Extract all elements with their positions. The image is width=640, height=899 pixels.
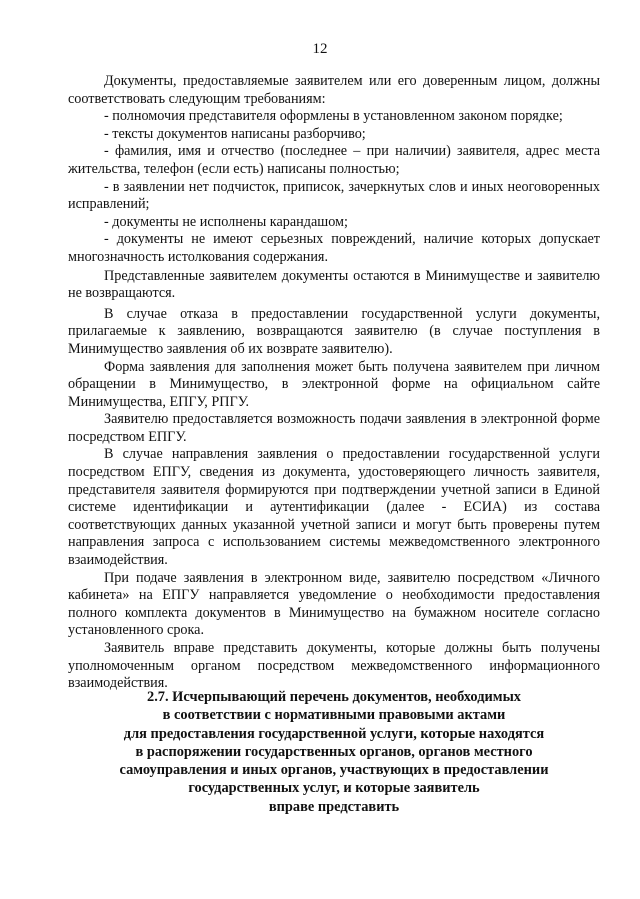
paragraph-application-form: Форма заявления для заполнения может быть получена заявителем при личном обращении в Минимущество, в электронной форме на официальном сайте Минимущества, ЕПГУ, РПГУ. bbox=[68, 358, 600, 410]
list-item-representative-authority: - полномочия представителя оформлены в установленном законом порядке; bbox=[104, 108, 563, 125]
list-item-full-name-address: - фамилия, имя и отчество (последнее – при наличии) заявителя, адрес места жительства, телефон (если есть) написаны полностью; bbox=[68, 143, 600, 177]
list-item-no-damage: - документы не имеют серьезных повреждений, наличие которых допускает многозначность истолкования содержания. bbox=[68, 231, 600, 265]
paragraph-electronic-submission: Заявителю предоставляется возможность подачи заявления в электронной форме посредством ЕПГУ. bbox=[68, 411, 600, 445]
paragraph-documents-retained: Представленные заявителем документы остаются в Минимуществе и заявителю не возвращаются. bbox=[68, 267, 600, 302]
section-heading-line: для предоставления государственной услуги, которые находятся bbox=[123, 725, 545, 742]
section-heading-line: в распоряжении государственных органов, органов местного bbox=[135, 743, 533, 760]
paragraph-interagency-documents: Заявитель вправе представить документы, которые должны быть получены уполномоченным органом посредством межведомственного информационного взаимодействия. bbox=[68, 640, 600, 692]
section-heading-line: государственных услуг, и которые заявитель bbox=[188, 780, 480, 797]
paragraph-refusal-return: В случае отказа в предоставлении государственной услуги документы, прилагаемые к заявлению, возвращаются заявителю (в случае поступления в Минимущество заявления об их возврате заявителю). bbox=[68, 305, 600, 357]
page-number: 12 bbox=[312, 41, 328, 57]
section-heading-line: вправе представить bbox=[268, 798, 400, 815]
list-item-not-pencil: - документы не исполнены карандашом; bbox=[104, 213, 348, 230]
document-body bbox=[68, 73, 600, 693]
paragraph-requirements-intro: Документы, предоставляемые заявителем или его доверенным лицом, должны соответствовать следующим требованиям: bbox=[68, 73, 600, 107]
section-heading bbox=[68, 688, 600, 816]
section-heading-line: 2.7. Исчерпывающий перечень документов, необходимых bbox=[147, 689, 521, 705]
paragraph-personal-account-notice: При подаче заявления в электронном виде, заявителю посредством «Личного кабинета» на ЕПГУ направляется уведомление о необходимости предоставления полного комплекта документов в Минимущество на бумажном носителе согласно установленного срока. bbox=[68, 569, 600, 639]
list-item-legible-texts: - тексты документов написаны разборчиво; bbox=[104, 125, 366, 142]
section-heading-line: самоуправления и иных органов, участвующих в предоставлении bbox=[119, 762, 549, 779]
list-item-no-corrections: - в заявлении нет подчисток, приписок, зачеркнутых слов и иных неоговоренных исправлений; bbox=[68, 178, 600, 213]
section-heading-line: в соответствии с нормативными правовыми актами bbox=[162, 707, 506, 724]
paragraph-esia-verification: В случае направления заявления о предоставлении государственной услуги посредством ЕПГУ, сведения из документа, удостоверяющего личность заявителя, представителя заявителя формируются при подтверждении учетной записи в Единой системе идентификации и аутентификации (далее - ЕСИА) из состава соответствующих данных указанной учетной записи и могут быть проверены путем направления запроса с использованием системы межведомственного электронного взаимодействия. bbox=[68, 446, 600, 569]
